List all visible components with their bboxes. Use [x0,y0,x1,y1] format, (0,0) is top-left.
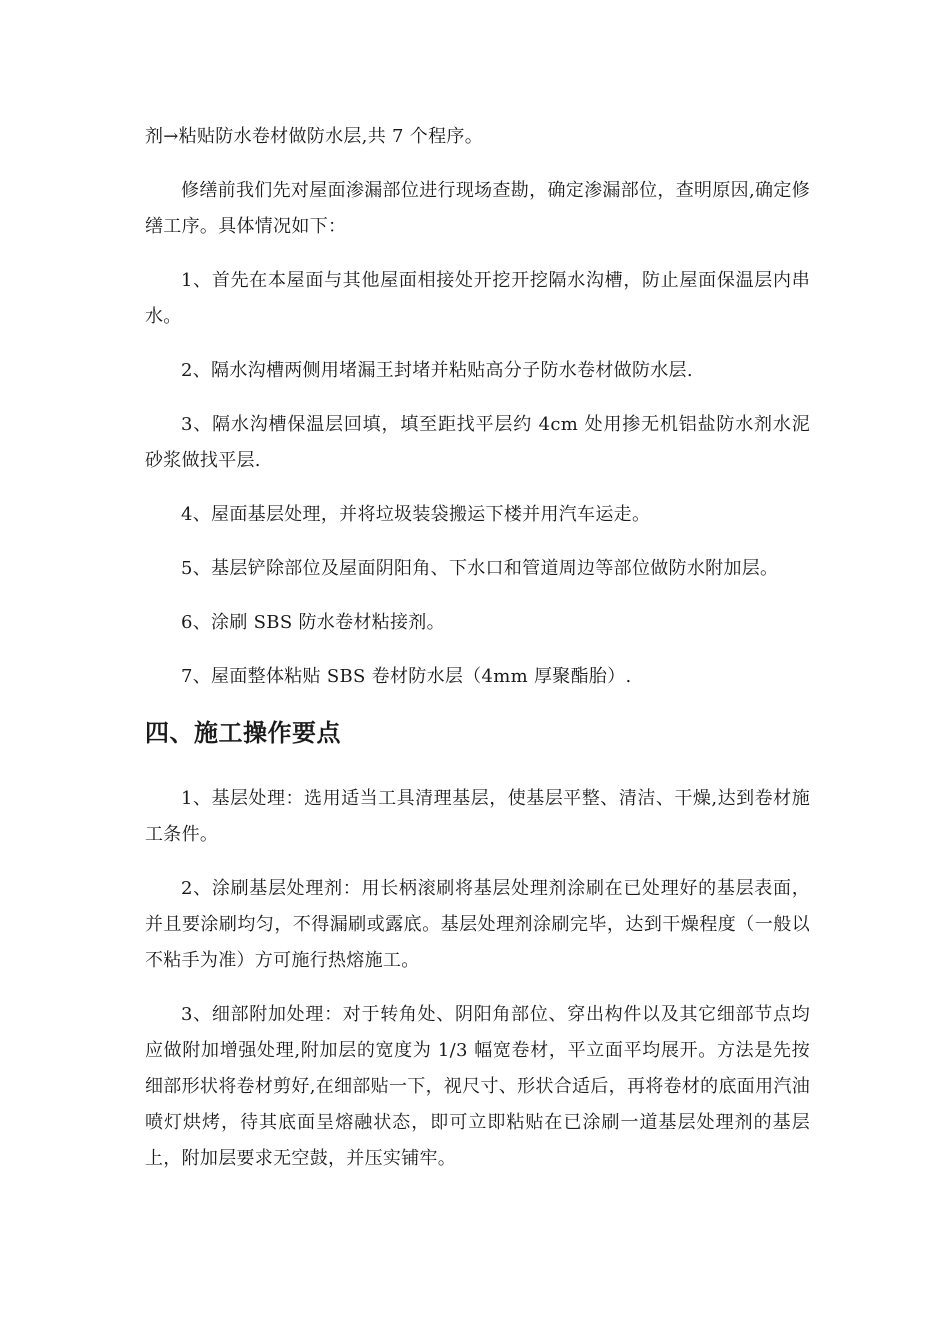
paragraph-intro: 修缮前我们先对屋面渗漏部位进行现场查勘，确定渗漏部位，查明原因,确定修缮工序。具体情况如下： [145,180,810,237]
paragraph-continuation: 剂→粘贴防水卷材做防水层,共 7 个程序。 [145,126,483,147]
point-item-2: 2、涂刷基层处理剂：用长柄滚刷将基层处理剂涂刷在已处理好的基层表面，并且要涂刷均匀，不得漏刷或露底。基层处理剂涂刷完毕，达到干燥程度（一般以不粘手为准）方可施行热熔施工。 [145,878,810,971]
step-item-5: 5、基层铲除部位及屋面阴阳角、下水口和管道周边等部位做防水附加层。 [181,558,779,579]
step-item-1: 1、首先在本屋面与其他屋面相接处开挖开挖隔水沟槽，防止屋面保温层内串水。 [145,270,810,327]
step-item-7: 7、屋面整体粘贴 SBS 卷材防水层（4mm 厚聚酯胎）. [181,666,632,687]
point-item-3: 3、细部附加处理：对于转角处、阴阳角部位、穿出构件以及其它细部节点均应做附加增强处理,附加层的宽度为 1/3 幅宽卷材，平立面平均展开。方法是先按细部形状将卷材剪好,在细部贴一下，视尺寸、形状合适后，再将卷材的底面用汽油喷灯烘烤，待其底面呈熔融状态，即可立即粘贴在已涂刷一道基层处理剂的基层上，附加层要求无空鼓，并压实铺牢。 [145,1004,810,1169]
step-item-3: 3、隔水沟槽保温层回填，填至距找平层约 4cm 处用掺无机铝盐防水剂水泥砂浆做找平层. [145,414,810,471]
step-item-2: 2、隔水沟槽两侧用堵漏王封堵并粘贴高分子防水卷材做防水层. [181,360,693,381]
step-item-4: 4、屋面基层处理，并将垃圾装袋搬运下楼并用汽车运走。 [181,504,651,525]
section-heading: 四、施工操作要点 [145,719,341,747]
point-item-1: 1、基层处理：选用适当工具清理基层，使基层平整、清洁、干燥,达到卷材施工条件。 [145,788,810,845]
page-content [145,119,810,1195]
step-item-6: 6、涂刷 SBS 防水卷材粘接剂。 [181,612,445,633]
